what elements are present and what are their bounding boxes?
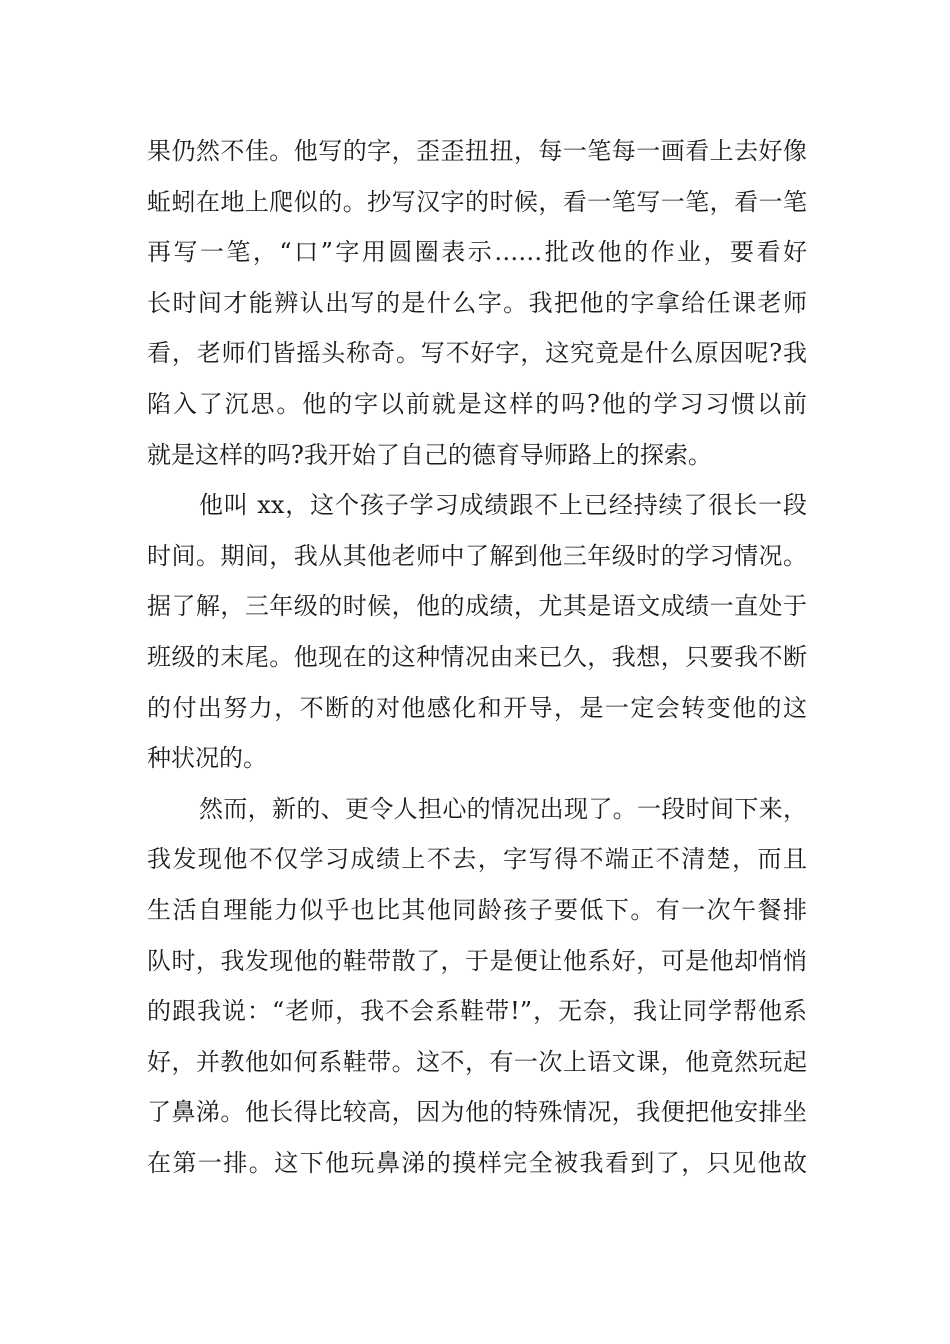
text-line: 种状况的。 (147, 744, 267, 773)
body-text (147, 126, 807, 1188)
text-line: 在第一排。这下他玩鼻涕的摸样完全被我看到了，只见他故 (147, 1148, 807, 1177)
text-line: 长时间才能辨认出写的是什么字。我把他的字拿给任课老师 (147, 288, 807, 317)
text-line: 生活自理能力似乎也比其他同龄孩子要低下。有一次午餐排 (147, 895, 807, 924)
text-line: 的跟我说：“老师，我不会系鞋带!”，无奈，我让同学帮他系 (147, 997, 807, 1026)
text-line: 然而，新的、更令人担心的情况出现了。一段时间下来， (199, 794, 807, 823)
text-line: 再写一笔，“口”字用圆圈表示……批改他的作业，要看好 (147, 238, 807, 267)
text-line: 我发现他不仅学习成绩上不去，字写得不端正不清楚，而且 (147, 845, 807, 874)
text-line: 就是这样的吗?我开始了自己的德育导师路上的探索。 (147, 440, 712, 469)
text-line: 果仍然不佳。他写的字，歪歪扭扭，每一笔每一画看上去好像 (147, 137, 807, 165)
paragraph-3 (147, 784, 807, 1189)
text-line: 班级的末尾。他现在的这种情况由来已久，我想，只要我不断 (147, 642, 807, 671)
text-line: 队时，我发现他的鞋带散了，于是便让他系好，可是他却悄悄 (147, 946, 807, 975)
text-line: 看，老师们皆摇头称奇。写不好字，这究竟是什么原因呢?我 (147, 339, 807, 368)
text-line: 的付出努力，不断的对他感化和开导，是一定会转变他的这 (147, 693, 807, 722)
text-line: 据了解，三年级的时候，他的成绩，尤其是语文成绩一直处于 (147, 592, 807, 621)
text-line: 蚯蚓在地上爬似的。抄写汉字的时候，看一笔写一笔，看一笔 (147, 187, 807, 216)
paragraph-2 (147, 480, 807, 784)
text-line: 了鼻涕。他长得比较高，因为他的特殊情况，我便把他安排坐 (147, 1098, 807, 1127)
text-line: 时间。期间，我从其他老师中了解到他三年级时的学习情况。 (147, 541, 807, 570)
text-line: 他叫 xx，这个孩子学习成绩跟不上已经持续了很长一段 (199, 491, 807, 520)
paragraph-1 (147, 126, 807, 480)
text-line: 陷入了沉思。他的字以前就是这样的吗?他的学习习惯以前 (147, 389, 807, 418)
text-line: 好，并教他如何系鞋带。这不，有一次上语文课，他竟然玩起 (147, 1047, 807, 1076)
